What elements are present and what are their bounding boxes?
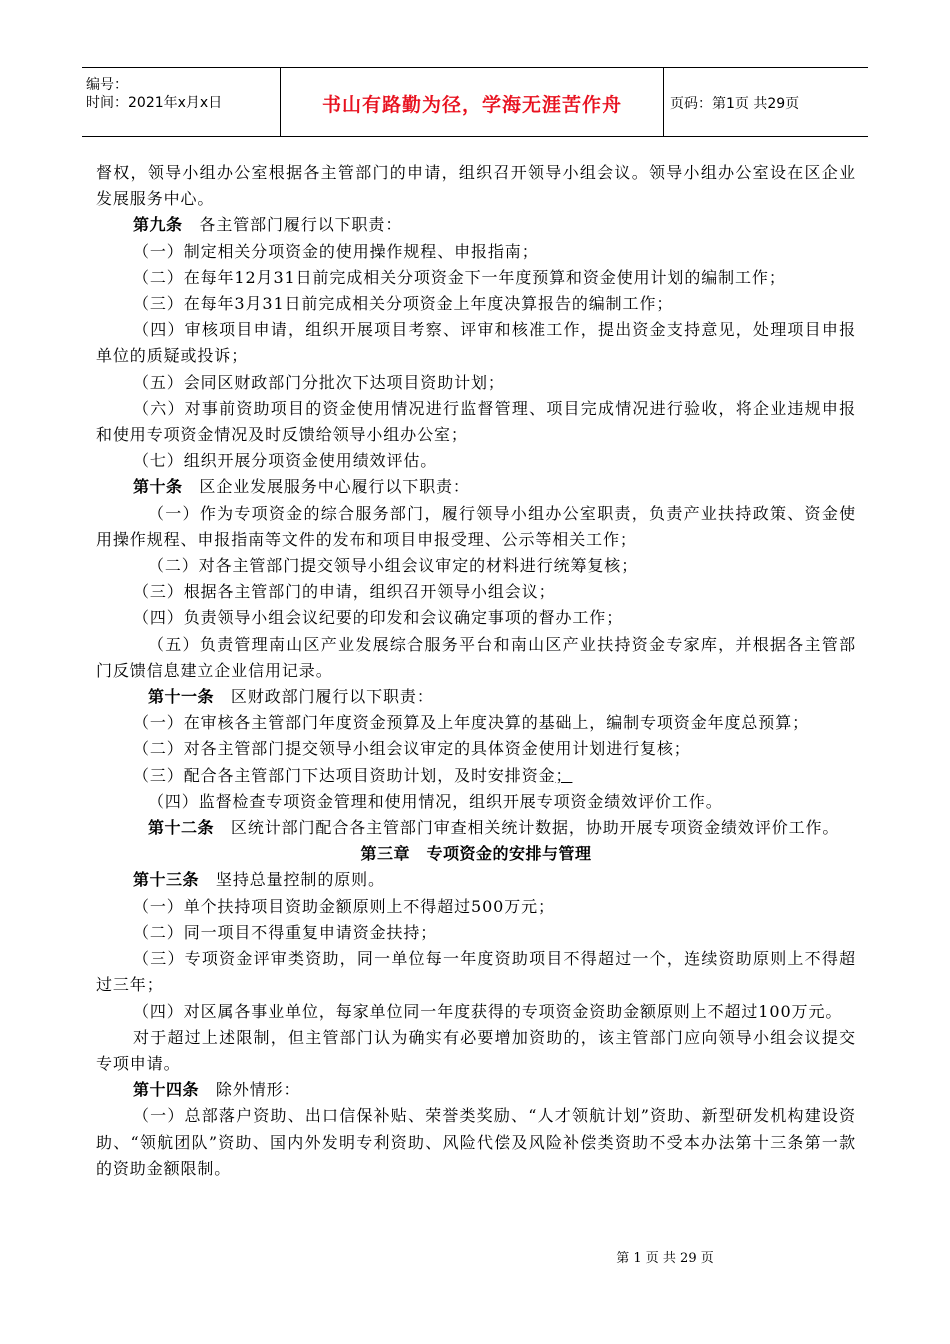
body-paragraph bbox=[96, 370, 856, 396]
paragraph-text: 对于超过上述限制，但主管部门认为确实有必要增加资助的，该主管部门应向领导小组会议提交专项申请。 bbox=[96, 1027, 856, 1073]
header-motto-cell bbox=[281, 68, 664, 136]
paragraph-text: 区企业发展服务中心履行以下职责： bbox=[182, 477, 470, 497]
paragraph-text: 区统计部门配合各主管部门审查相关统计数据，协助开展专项资金绩效评价工作。 bbox=[214, 818, 840, 838]
article-number: 第十四条 bbox=[133, 1080, 200, 1100]
body-paragraph bbox=[96, 265, 856, 291]
article-paragraph bbox=[96, 1077, 856, 1103]
article-paragraph bbox=[96, 474, 856, 500]
body-paragraph bbox=[96, 579, 856, 605]
paragraph-text: 坚持总量控制的原则。 bbox=[199, 870, 385, 890]
document-header bbox=[82, 67, 868, 137]
paragraph-text: 区财政部门履行以下职责： bbox=[214, 687, 434, 707]
article-paragraph bbox=[96, 684, 856, 710]
body-paragraph bbox=[96, 789, 856, 815]
article-number: 第九条 bbox=[133, 215, 183, 235]
paragraph-text: （三）根据各主管部门的申请，组织召开领导小组会议； bbox=[133, 582, 556, 602]
paragraph-text: （三）配合各主管部门下达项目资助计划，及时安排资金 bbox=[133, 765, 556, 785]
document-body bbox=[96, 160, 856, 1182]
body-paragraph bbox=[96, 1103, 856, 1182]
paragraph-text: （五）负责管理南山区产业发展综合服务平台和南山区产业扶持资金专家库，并根据各主管部门反馈信息建立企业信用记录。 bbox=[96, 634, 856, 680]
header-motto: 书山有路勤为径，学海无涯苦作舟 bbox=[321, 94, 622, 116]
document-date-label: 时间：2021年x月x日 bbox=[86, 95, 223, 111]
document-number-label: 编号： bbox=[86, 77, 128, 93]
underlined-punctuation: ； bbox=[555, 765, 573, 785]
body-paragraph bbox=[96, 894, 856, 920]
paragraph-text: （四）审核项目申请，组织开展项目考察、评审和核准工作，提出资金支持意见，处理项目申报单位的质疑或投诉； bbox=[96, 320, 856, 366]
article-paragraph bbox=[96, 867, 856, 893]
paragraph-text: （一）在审核各主管部门年度资金预算及上年度决算的基础上，编制专项资金年度总预算； bbox=[133, 713, 810, 733]
body-paragraph bbox=[96, 920, 856, 946]
body-paragraph bbox=[96, 1025, 856, 1077]
header-page-cell bbox=[664, 68, 868, 136]
body-paragraph bbox=[96, 396, 856, 448]
paragraph-text: （二）同一项目不得重复申请资金扶持； bbox=[133, 922, 438, 942]
paragraph-text: （三）在每年3月31日前完成相关分项资金上年度决算报告的编制工作； bbox=[133, 294, 674, 314]
article-paragraph bbox=[96, 815, 856, 841]
paragraph-text: （七）组织开展分项资金使用绩效评估。 bbox=[133, 451, 438, 471]
article-number: 第十条 bbox=[133, 477, 183, 497]
paragraph-text: （四）对区属各事业单位，每家单位同一年度获得的专项资金资助金额原则上不超过100万元。 bbox=[133, 1001, 843, 1021]
body-paragraph bbox=[96, 317, 856, 369]
header-meta-cell bbox=[82, 68, 281, 136]
paragraph-text: （二）在每年12月31日前完成相关分项资金下一年度预算和资金使用计划的编制工作； bbox=[133, 267, 786, 287]
paragraph-text: （一）单个扶持项目资助金额原则上不得超过500万元； bbox=[133, 896, 555, 916]
paragraph-text: （四）监督检查专项资金管理和使用情况，组织开展专项资金绩效评价工作。 bbox=[148, 791, 723, 811]
body-paragraph bbox=[96, 160, 856, 212]
body-paragraph bbox=[96, 999, 856, 1025]
body-paragraph bbox=[96, 605, 856, 631]
article-number: 第十三条 bbox=[133, 870, 200, 890]
paragraph-text: （三）专项资金评审类资助，同一单位每一年度资助项目不得超过一个，连续资助原则上不得超过三年； bbox=[96, 949, 856, 995]
paragraph-text: （四）负责领导小组会议纪要的印发和会议确定事项的督办工作； bbox=[133, 608, 624, 628]
body-paragraph bbox=[96, 946, 856, 998]
article-paragraph bbox=[96, 212, 856, 238]
body-paragraph bbox=[96, 553, 856, 579]
body-paragraph bbox=[96, 710, 856, 736]
header-page-info: 页码：第1页 共29页 bbox=[670, 96, 800, 112]
paragraph-text: 除外情形： bbox=[199, 1080, 301, 1100]
paragraph-text: （六）对事前资助项目的资金使用情况进行监督管理、项目完成情况进行验收，将企业违规申报和使用专项资金情况及时反馈给领导小组办公室； bbox=[96, 398, 856, 445]
paragraph-text: （二）对各主管部门提交领导小组会议审定的具体资金使用计划进行复核； bbox=[133, 739, 691, 759]
paragraph-text: 督权，领导小组办公室根据各主管部门的申请，组织召开领导小组会议。领导小组办公室设在区企业发展服务中心。 bbox=[96, 163, 856, 209]
body-paragraph bbox=[96, 632, 856, 684]
paragraph-text: （五）会同区财政部门分批次下达项目资助计划； bbox=[133, 372, 505, 392]
page-footer: 第 1 页 共 29 页 bbox=[616, 1251, 714, 1266]
article-number: 第十二条 bbox=[148, 818, 215, 838]
paragraph-text: 各主管部门履行以下职责： bbox=[182, 215, 403, 235]
paragraph-text: （一）总部落户资助、出口信保补贴、荣誉类奖励、“人才领航计划”资助、新型研发机构建设资助、“领航团队”资助、国内外发明专利资助、风险代偿及风险补偿类资助不受本办法第十三条第一款的资助金额限制。 bbox=[96, 1106, 856, 1178]
body-paragraph bbox=[96, 239, 856, 265]
chapter-heading: 第三章 专项资金的安排与管理 bbox=[360, 844, 592, 864]
body-paragraph bbox=[96, 501, 856, 553]
paragraph-text: （二）对各主管部门提交领导小组会议审定的材料进行统筹复核； bbox=[148, 556, 639, 576]
article-number: 第十一条 bbox=[148, 687, 215, 707]
body-paragraph bbox=[96, 291, 856, 317]
body-paragraph bbox=[96, 763, 856, 789]
paragraph-text: （一）制定相关分项资金的使用操作规程、申报指南； bbox=[133, 241, 539, 261]
body-paragraph bbox=[96, 448, 856, 474]
paragraph-text: （一）作为专项资金的综合服务部门，履行领导小组办公室职责，负责产业扶持政策、资金使用操作规程、申报指南等文件的发布和项目申报受理、公示等相关工作； bbox=[96, 503, 856, 549]
body-paragraph bbox=[96, 736, 856, 762]
